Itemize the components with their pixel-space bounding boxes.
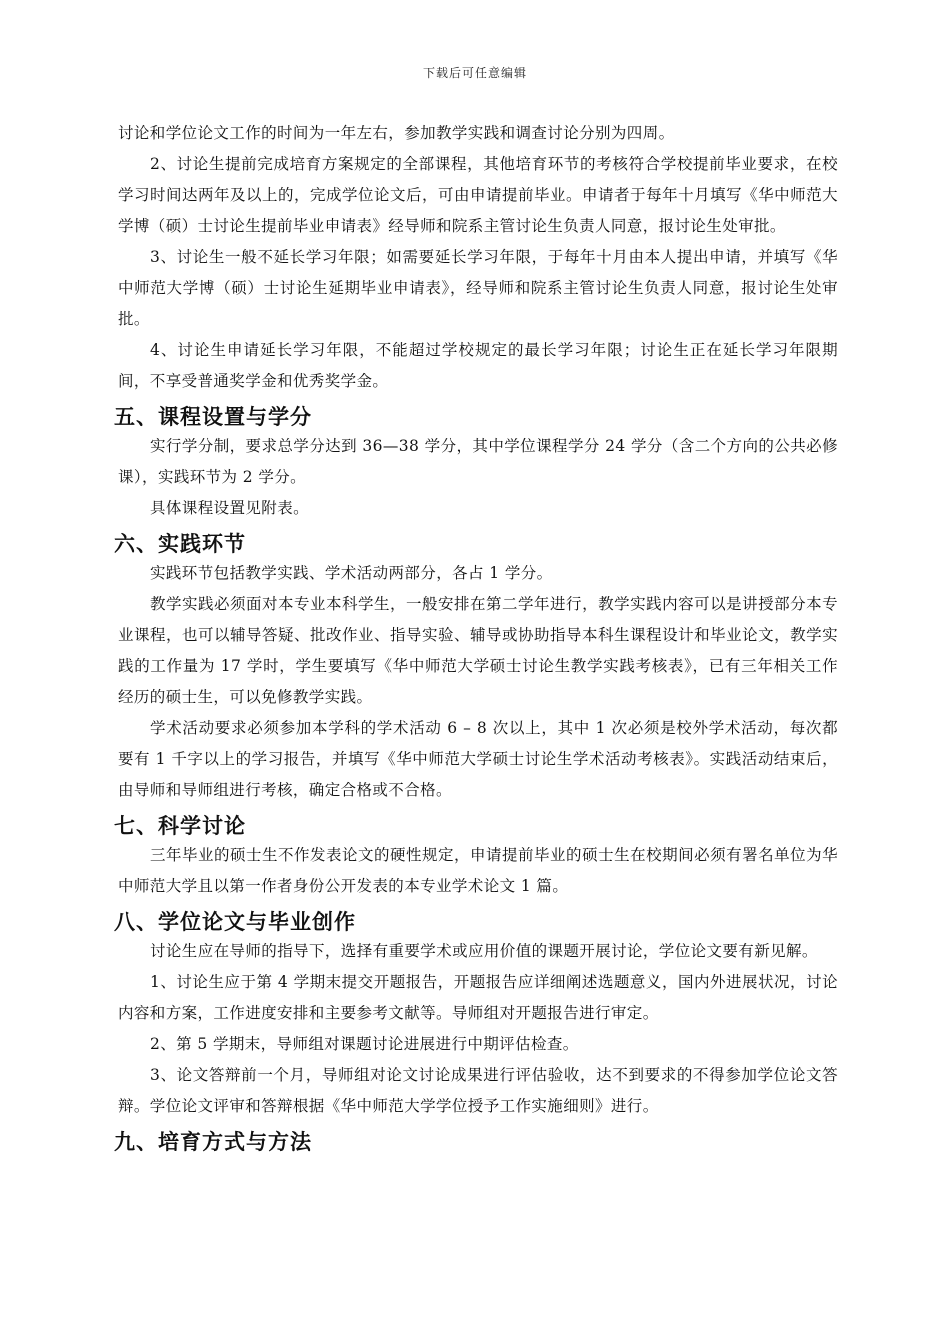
paragraph: 3、论文答辩前一个月，导师组对论文讨论成果进行评估验收，达不到要求的不得参加学位论文答辩。学位论文评审和答辩根据《华中师范大学学位授予工作实施细则》进行。 bbox=[118, 1066, 838, 1115]
paragraph: 3、讨论生一般不延长学习年限；如需要延长学习年限，于每年十月由本人提出申请，并填写《华中师范大学博（硕）士讨论生延期毕业申请表》，经导师和院系主管讨论生负责人同意，报讨论生处审批。 bbox=[118, 248, 838, 328]
paragraph: 教学实践必须面对本专业本科学生，一般安排在第二学年进行，教学实践内容可以是讲授部分本专业课程，也可以辅导答疑、批改作业、指导实验、辅导或协助指导本科生课程设计和毕业论文，教学实践的工作量为 17 学时，学生要填写《华中师范大学硕士讨论生教学实践考核表》，已有三年相关工作经历的硕士生，可以免修教学实践。 bbox=[118, 595, 838, 706]
paragraph: 实践环节包括教学实践、学术活动两部分，各占 1 学分。 bbox=[150, 564, 553, 582]
paragraph: 具体课程设置见附表。 bbox=[150, 499, 310, 517]
section-heading: 五、课程设置与学分 bbox=[114, 405, 312, 429]
section-heading: 六、实践环节 bbox=[114, 532, 246, 556]
section-heading: 七、科学讨论 bbox=[114, 814, 246, 838]
paragraph: 1、讨论生应于第 4 学期末提交开题报告，开题报告应详细阐述选题意义，国内外进展状况，讨论内容和方案，工作进度安排和主要参考文献等。导师组对开题报告进行审定。 bbox=[118, 973, 838, 1022]
paragraph: 讨论和学位论文工作的时间为一年左右，参加教学实践和调查讨论分别为四周。 bbox=[118, 124, 675, 142]
paragraph: 三年毕业的硕士生不作发表论文的硬性规定，申请提前毕业的硕士生在校期间必须有署名单位为华中师范大学且以第一作者身份公开发表的本专业学术论文 1 篇。 bbox=[118, 846, 838, 895]
paragraph: 4、讨论生申请延长学习年限，不能超过学校规定的最长学习年限；讨论生正在延长学习年限期间，不享受普通奖学金和优秀奖学金。 bbox=[118, 341, 838, 390]
section-heading: 八、学位论文与毕业创作 bbox=[114, 910, 356, 934]
section-heading: 九、培育方式与方法 bbox=[114, 1130, 312, 1154]
paragraph: 实行学分制，要求总学分达到 36—38 学分，其中学位课程学分 24 学分（含二个方向的公共必修课），实践环节为 2 学分。 bbox=[118, 437, 838, 486]
paragraph: 学术活动要求必须参加本学科的学术活动 6 – 8 次以上，其中 1 次必须是校外学术活动，每次都要有 1 千字以上的学习报告，并填写《华中师范大学硕士讨论生学术活动考核表》。实践活动结束后，由导师和导师组进行考核，确定合格或不合格。 bbox=[118, 719, 838, 799]
page-header: 下载后可任意编辑 bbox=[422, 66, 527, 80]
paragraph: 2、第 5 学期末，导师组对课题讨论进展进行中期评估检查。 bbox=[150, 1035, 579, 1053]
paragraph: 讨论生应在导师的指导下，选择有重要学术或应用价值的课题开展讨论，学位论文要有新见解。 bbox=[150, 942, 818, 960]
paragraph: 2、讨论生提前完成培育方案规定的全部课程，其他培育环节的考核符合学校提前毕业要求，在校学习时间达两年及以上的，完成学位论文后，可由申请提前毕业。申请者于每年十月填写《华中师范大学博（硕）士讨论生提前毕业申请表》经导师和院系主管讨论生负责人同意，报讨论生处审批。 bbox=[118, 155, 838, 235]
document-body bbox=[114, 118, 838, 1156]
